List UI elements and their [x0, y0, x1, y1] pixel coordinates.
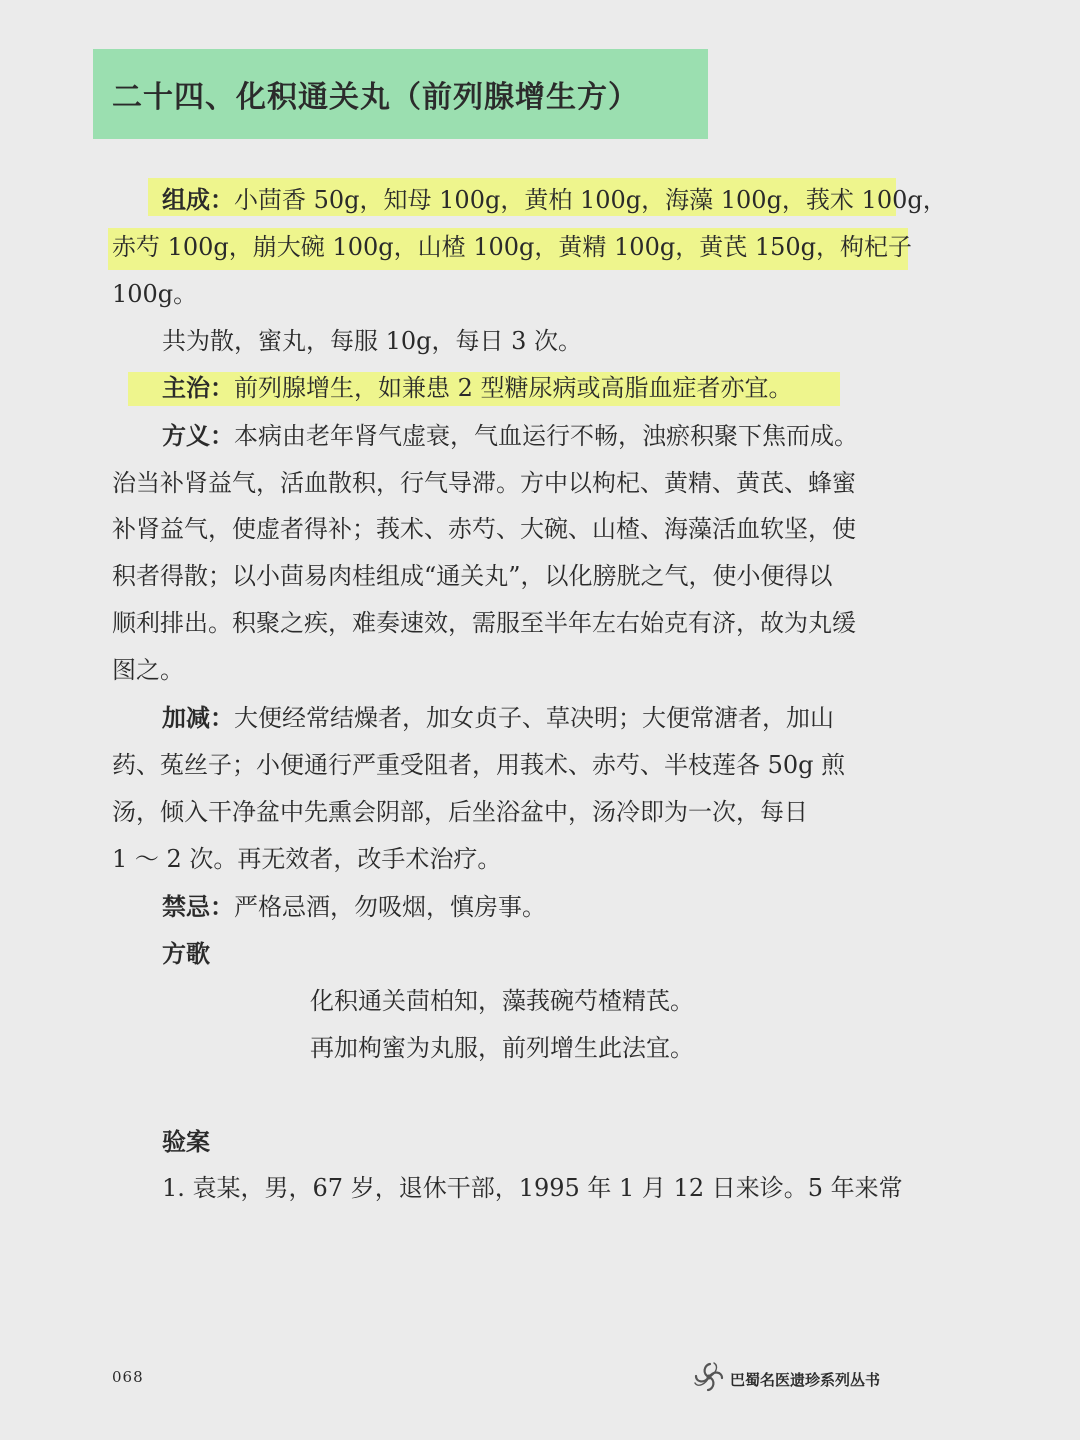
verse-heading: 方歌	[162, 939, 210, 968]
composition-label: 组成：	[162, 185, 234, 214]
cases-heading: 验案	[162, 1127, 210, 1156]
page-title: 二十四、化积通关丸（前列腺增生方）	[112, 80, 639, 115]
explanation-line-4: 积者得散；以小茴易肉桂组成“通关丸”，以化膀胱之气，使小便得以	[112, 562, 833, 590]
contraindication-text: 严格忌酒，勿吸烟，慎房事。	[234, 893, 546, 921]
explanation-label: 方义：	[162, 421, 234, 450]
contraindication-label: 禁忌：	[162, 892, 234, 921]
series-name: 巴蜀名医遗珍系列丛书	[730, 1370, 881, 1389]
modification-line-2: 药、菟丝子；小便通行严重受阻者，用莪术、赤芍、半枝莲各 50g 煎	[112, 751, 846, 779]
modification-label: 加减：	[162, 703, 234, 732]
verse-line-2: 再加枸蜜为丸服，前列增生此法宜。	[310, 1034, 694, 1062]
indication-text: 前列腺增生，如兼患 2 型糖尿病或高脂血症者亦宜。	[234, 374, 793, 402]
explanation-line-1	[162, 421, 858, 451]
indication-label: 主治：	[162, 373, 234, 402]
case-line-1: 1. 袁某，男，67 岁，退休干部，1995 年 1 月 12 日来诊。5 年来常	[162, 1174, 903, 1202]
explanation-line-3: 补肾益气，使虚者得补；莪术、赤芍、大碗、山楂、海藻活血软坚，使	[112, 515, 856, 543]
explanation-line-5: 顺利排出。积聚之疾，难奏速效，需服至半年左右始克有济，故为丸缓	[112, 609, 856, 637]
contraindication-line	[162, 892, 546, 922]
page-number: 068	[112, 1368, 144, 1386]
preparation-text: 共为散，蜜丸，每服 10g，每日 3 次。	[162, 327, 583, 355]
indication-line	[162, 373, 793, 403]
modification-line-3: 汤，倾入干净盆中先熏会阴部，后坐浴盆中，汤冷即为一次，每日	[112, 798, 808, 826]
explanation-text-1: 本病由老年肾气虚衰，气血运行不畅，浊瘀积聚下焦而成。	[234, 422, 858, 450]
composition-text-1: 小茴香 50g，知母 100g，黄柏 100g，海藻 100g，莪术 100g，	[234, 186, 947, 214]
explanation-line-2: 治当补肾益气，活血散积，行气导滞。方中以枸杞、黄精、黄芪、蜂蜜	[112, 469, 856, 497]
swirl-logo-icon	[692, 1360, 726, 1398]
composition-line-3: 100g。	[112, 280, 198, 308]
explanation-line-6: 图之。	[112, 656, 184, 684]
modification-line-4: 1 ～ 2 次。再无效者，改手术治疗。	[112, 845, 502, 873]
modification-text-1: 大便经常结燥者，加女贞子、草决明；大便常溏者，加山	[234, 704, 834, 732]
verse-line-1: 化积通关茴柏知，藻莪碗芍楂精芪。	[310, 987, 694, 1015]
composition-line-1	[162, 185, 947, 215]
series-brand	[692, 1360, 880, 1398]
modification-line-1	[162, 703, 834, 733]
composition-line-2: 赤芍 100g，崩大碗 100g，山楂 100g，黄精 100g，黄芪 150g，枸杞子	[112, 233, 913, 261]
